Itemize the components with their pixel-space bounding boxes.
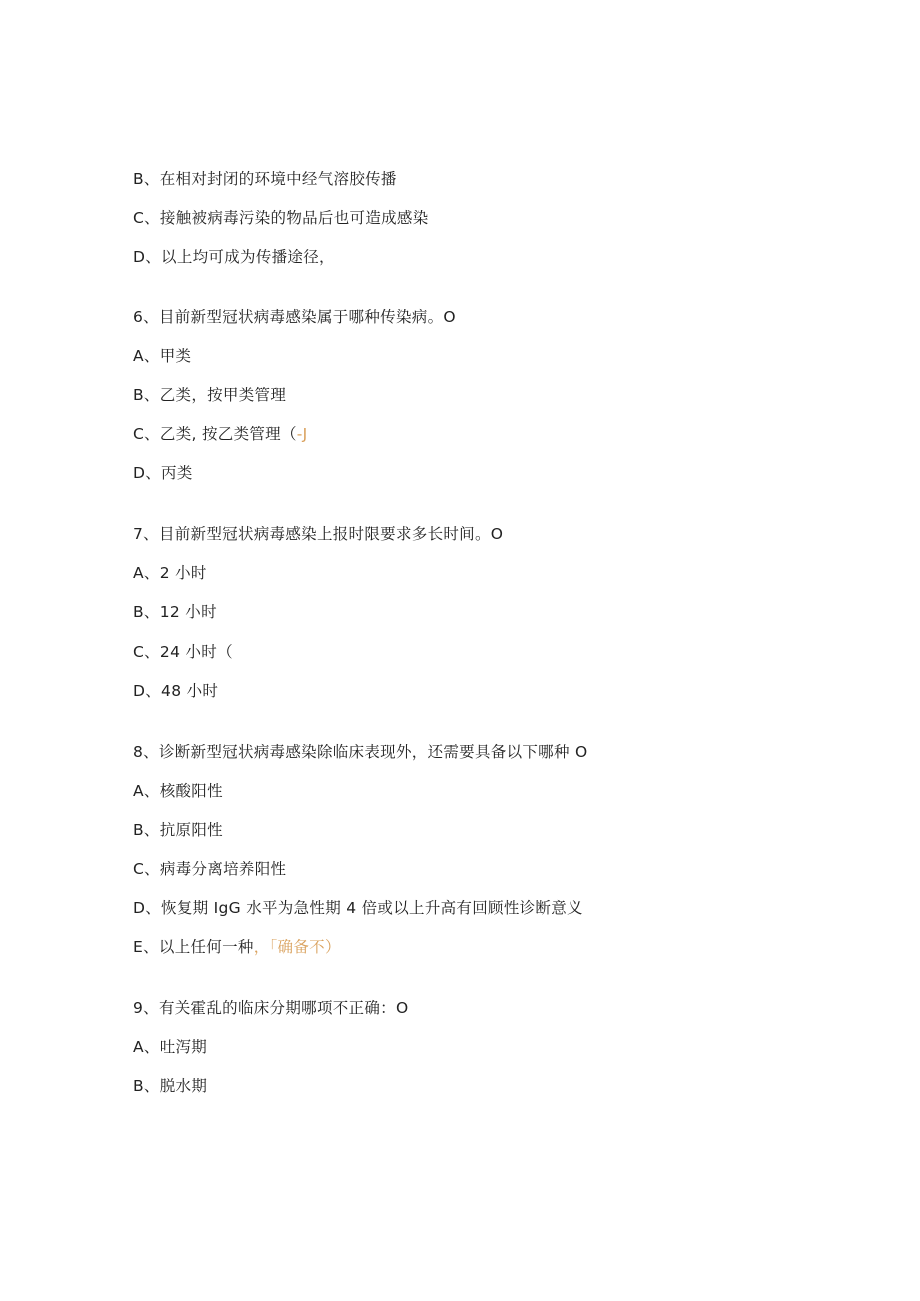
option-text: D、48 小时 — [133, 682, 219, 700]
option-line — [133, 820, 223, 840]
question-stem — [133, 742, 588, 762]
option-line — [133, 1037, 207, 1057]
option-text: D、恢复期 IgG 水平为急性期 4 倍或以上升高有回顾性诊断意义 — [133, 899, 583, 917]
answer-mark: -J — [296, 425, 308, 443]
question-text: 8、诊断新型冠状病毒感染除临床表现外，还需要具备以下哪种 O — [133, 743, 588, 761]
option-line — [133, 602, 217, 622]
option-line — [133, 247, 335, 267]
option-text: B、抗原阳性 — [133, 821, 223, 839]
option-line — [133, 463, 193, 483]
option-text: A、2 小时 — [133, 564, 207, 582]
question-text: 9、有关霍乱的临床分期哪项不正确：O — [133, 999, 409, 1017]
option-text: A、核酸阳性 — [133, 782, 223, 800]
option-line — [133, 346, 191, 366]
question-stem — [133, 524, 503, 544]
option-line — [133, 681, 218, 701]
option-text: C、24 小时（ — [133, 643, 233, 661]
option-text: A、吐泻期 — [133, 1038, 208, 1056]
option-line — [133, 208, 429, 228]
answer-mark: ，「确备不） — [253, 938, 341, 956]
option-text: C、乙类, 按乙类管理（ — [133, 425, 297, 443]
option-text: B、脱水期 — [133, 1077, 208, 1095]
option-text: B、在相对封闭的环境中经气溶胶传播 — [133, 170, 397, 188]
option-text: D、丙类 — [133, 464, 193, 482]
option-line — [133, 563, 207, 583]
option-line — [133, 642, 233, 662]
question-text: 6、目前新型冠状病毒感染属于哪种传染病。O — [133, 308, 456, 326]
option-line — [133, 424, 308, 444]
option-line — [133, 937, 341, 957]
option-text: B、乙类，按甲类管理 — [133, 386, 287, 404]
option-line — [133, 385, 286, 405]
option-line — [133, 859, 286, 879]
option-line — [133, 1076, 207, 1096]
option-line — [133, 898, 583, 918]
option-line — [133, 781, 223, 801]
question-stem — [133, 307, 456, 327]
option-text: E、以上任何一种 — [133, 938, 254, 956]
option-text: A、甲类 — [133, 347, 192, 365]
option-text: D、以上均可成为传播途径， — [133, 248, 335, 266]
option-text: C、接触被病毒污染的物品后也可造成感染 — [133, 209, 429, 227]
option-line — [133, 169, 397, 189]
option-text: B、12 小时 — [133, 603, 217, 621]
option-text: C、病毒分离培养阳性 — [133, 860, 287, 878]
question-text: 7、目前新型冠状病毒感染上报时限要求多长时间。O — [133, 525, 504, 543]
question-stem — [133, 998, 408, 1018]
